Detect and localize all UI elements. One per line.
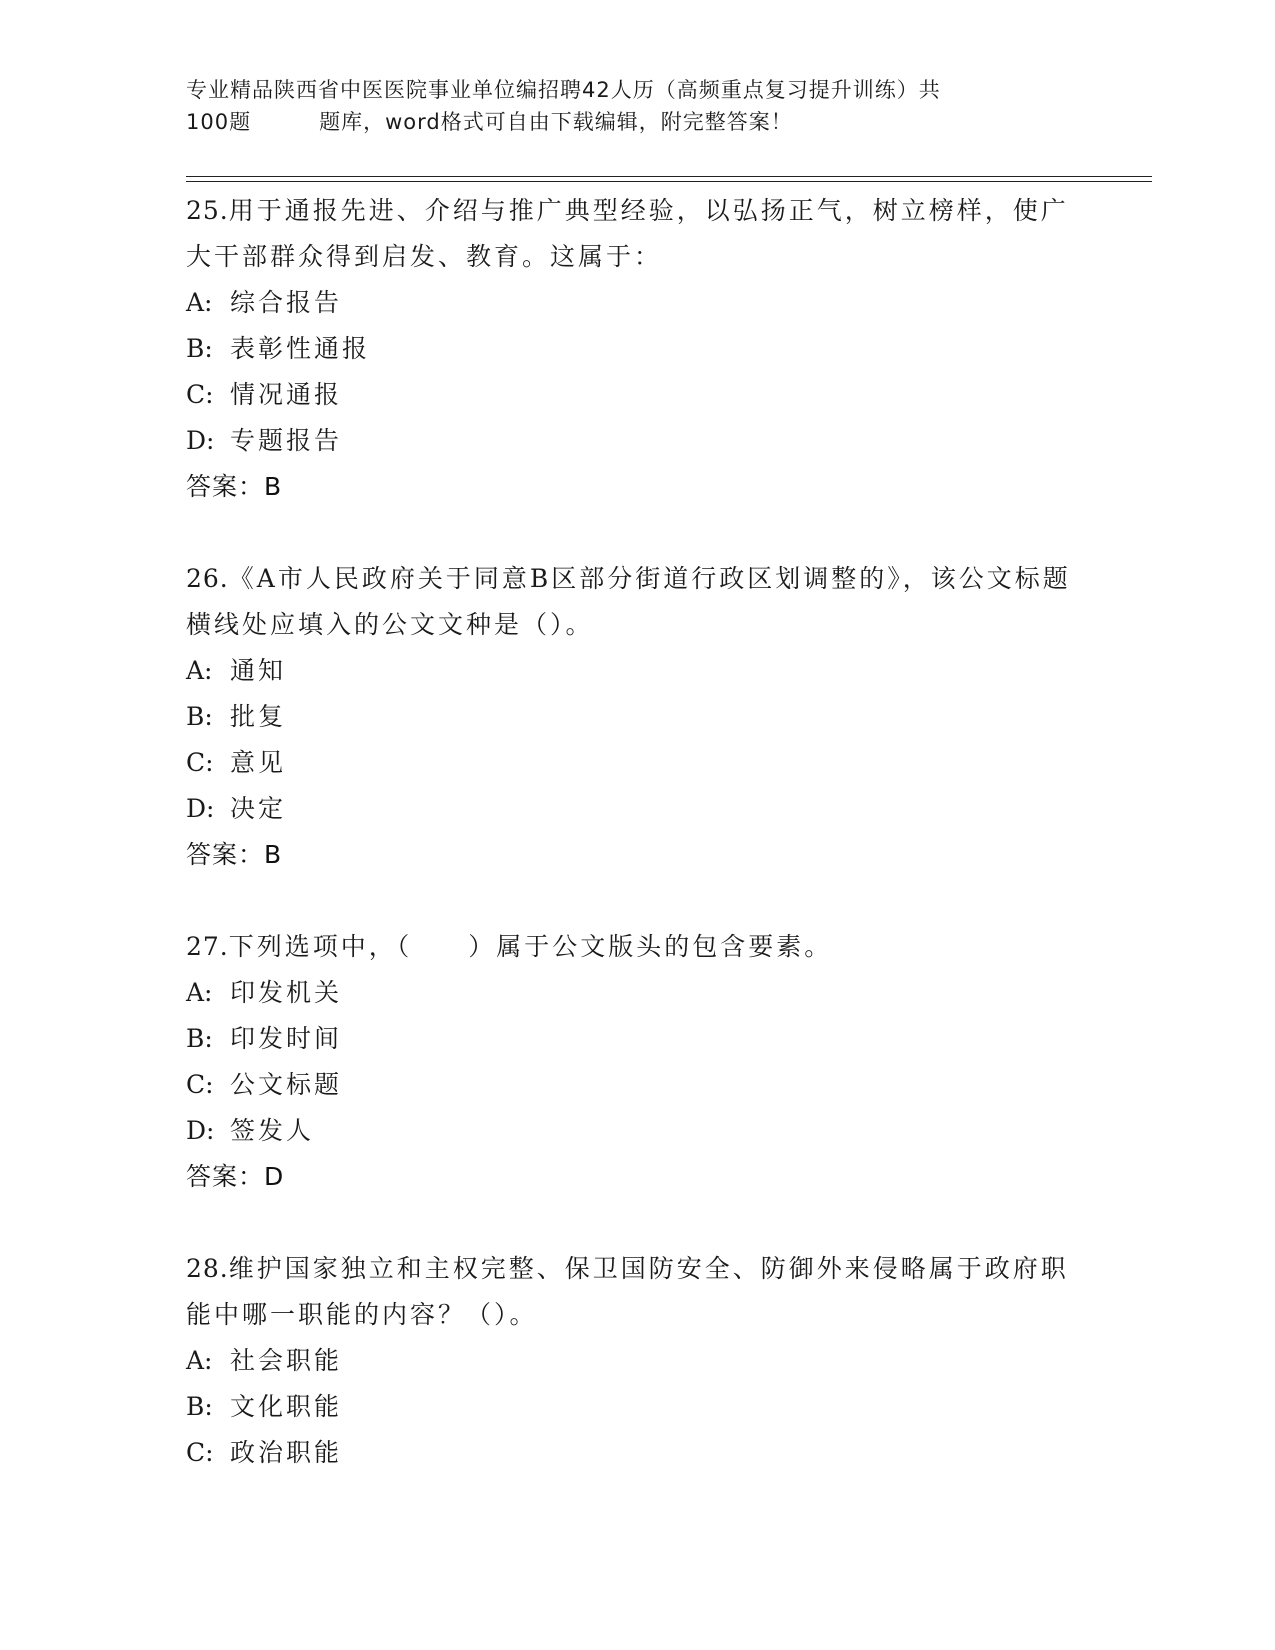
option-key: A: <box>186 1346 213 1375</box>
option-b <box>186 1016 1086 1062</box>
option-text: 批复 <box>230 702 287 731</box>
option-key: B: <box>186 702 213 731</box>
answer-label: 答案： <box>186 1162 265 1191</box>
question-text: 维护国家独立和主权完整、保卫国防安全、防御外来侵略属于政府职能中哪一职能的内容？（）。 <box>186 1254 1069 1329</box>
option-text: 综合报告 <box>230 288 343 317</box>
option-text: 表彰性通报 <box>230 334 371 363</box>
option-c <box>186 740 1086 786</box>
option-key: C: <box>186 380 214 409</box>
option-text: 社会职能 <box>230 1346 343 1375</box>
answer-value: D <box>264 1162 285 1191</box>
answer-value: B <box>264 840 283 869</box>
option-text: 印发时间 <box>230 1024 343 1053</box>
option-a <box>186 280 1086 326</box>
header-description: 题库，word格式可自由下载编辑，附完整答案！ <box>319 110 793 134</box>
question-list <box>186 188 1086 1522</box>
option-key: C: <box>186 1070 214 1099</box>
answer-line <box>186 832 1086 878</box>
option-text: 签发人 <box>230 1116 315 1145</box>
option-key: C: <box>186 1438 214 1467</box>
question-number: 28. <box>186 1254 229 1283</box>
answer-label: 答案： <box>186 840 265 869</box>
option-key: D: <box>186 1116 215 1145</box>
header-divider-top <box>186 176 1152 177</box>
option-d <box>186 1108 1086 1154</box>
question-stem <box>186 1246 1086 1338</box>
question-text: 下列选项中，（ ）属于公文版头的包含要素。 <box>228 932 833 961</box>
question-stem <box>186 556 1086 648</box>
option-text: 印发机关 <box>230 978 343 1007</box>
document-header <box>186 74 1086 138</box>
option-d <box>186 786 1086 832</box>
option-text: 文化职能 <box>230 1392 343 1421</box>
question-number: 27. <box>186 932 229 961</box>
option-b <box>186 326 1086 372</box>
option-d <box>186 418 1086 464</box>
question-text: 《A市人民政府关于同意B区部分街道行政区划调整的》，该公文标题横线处应填入的公文文种是（）。 <box>186 564 1071 639</box>
option-text: 通知 <box>230 656 287 685</box>
option-b <box>186 1384 1086 1430</box>
option-a <box>186 970 1086 1016</box>
option-c <box>186 1062 1086 1108</box>
option-key: B: <box>186 334 213 363</box>
option-key: D: <box>186 426 215 455</box>
question-item <box>186 1246 1086 1476</box>
header-question-count: 100题 <box>186 110 252 134</box>
question-item <box>186 188 1086 510</box>
answer-line <box>186 464 1086 510</box>
answer-line <box>186 1154 1086 1200</box>
answer-label: 答案： <box>186 472 265 501</box>
header-line-2 <box>186 106 1086 138</box>
option-text: 决定 <box>230 794 287 823</box>
option-text: 专题报告 <box>230 426 343 455</box>
option-text: 公文标题 <box>230 1070 343 1099</box>
option-text: 情况通报 <box>230 380 343 409</box>
option-text: 意见 <box>230 748 287 777</box>
question-stem <box>186 188 1086 280</box>
option-key: A: <box>186 288 213 317</box>
header-divider-bottom <box>186 181 1152 182</box>
option-key: C: <box>186 748 214 777</box>
question-stem <box>186 924 1086 970</box>
question-number: 25. <box>186 196 229 225</box>
option-key: D: <box>186 794 215 823</box>
option-key: A: <box>186 978 213 1007</box>
option-key: B: <box>186 1392 213 1421</box>
question-item <box>186 556 1086 878</box>
option-text: 政治职能 <box>230 1438 343 1467</box>
option-a <box>186 648 1086 694</box>
question-item <box>186 924 1086 1200</box>
option-a <box>186 1338 1086 1384</box>
option-b <box>186 694 1086 740</box>
question-text: 用于通报先进、介绍与推广典型经验，以弘扬正气，树立榜样，使广大干部群众得到启发、教育。这属于： <box>186 196 1069 271</box>
option-c <box>186 1430 1086 1476</box>
option-c <box>186 372 1086 418</box>
question-number: 26. <box>186 564 229 593</box>
option-key: A: <box>186 656 213 685</box>
answer-value: B <box>264 472 283 501</box>
header-line-1: 专业精品陕西省中医医院事业单位编招聘42人历（高频重点复习提升训练）共 <box>186 78 941 102</box>
option-key: B: <box>186 1024 213 1053</box>
